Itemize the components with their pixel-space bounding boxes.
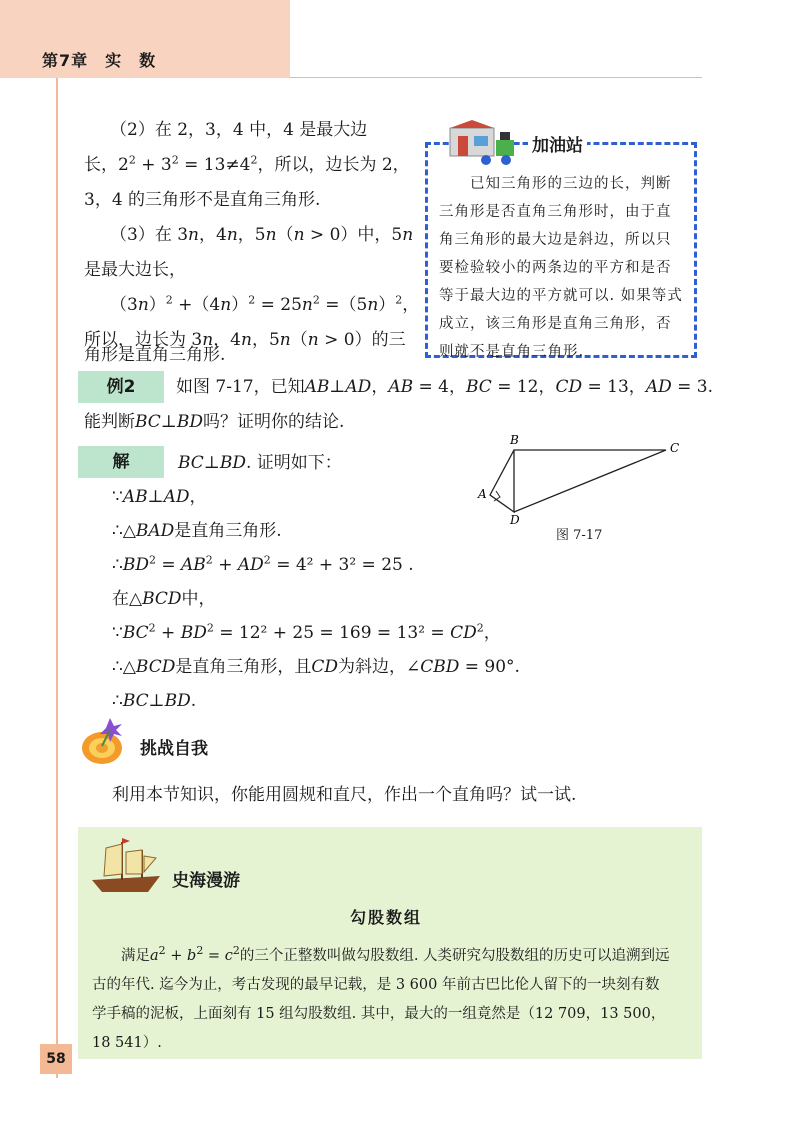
part3-line4: 所以，边长为 3n，4n，5n（n > 0）的三: [84, 330, 406, 350]
gas-station-icon: [444, 118, 524, 170]
solution-step3: $\therefore BD^2 = AB^2 + AD^2 = 4^2 + 3^2 = 25$ .: [112, 553, 414, 575]
sailing-ship-icon: [86, 836, 166, 898]
page-number: 58: [40, 1044, 72, 1074]
part2-line1: （2）在 2，3，4 中，4 是最大边: [110, 120, 368, 140]
header-rule: [290, 77, 702, 78]
target-icon: [76, 712, 136, 772]
point-label-a: A: [478, 487, 487, 501]
challenge-text: 利用本节知识，你能用圆规和直尺，作出一个直角吗？试一试.: [112, 785, 577, 805]
part3-line3: $(3n)^2 +(4n)^2 = 25n^2 =(5n)^2$，: [110, 293, 420, 315]
part2-line3: 3，4 的三角形不是直角三角形.: [84, 190, 321, 210]
point-label-b: B: [510, 433, 519, 447]
solution-step1: ∵AB⊥AD，: [112, 487, 207, 507]
tip-text: 已知三角形的三边的长，判断 三角形是否直角三角形时，由于直 角三角形的最大边是斜边，所以只 要检验较小的两条边的平方和是否 等于最大边的平方就可以. 如果等式 成立，该三角形是直角三角形，否 则就不是直角三角形.: [439, 176, 683, 360]
history-title: 史海漫游: [172, 871, 240, 891]
example-line2: 能判断BC⊥BD吗？证明你的结论.: [84, 412, 345, 432]
left-margin-rule: [56, 78, 58, 1078]
history-heading: 勾股数组: [350, 908, 423, 927]
example-line1: 如图 7-17，已知AB⊥AD，AB = 4，BC = 12，CD = 13，AD = 3.: [176, 377, 714, 397]
solution-step5: $\because BC^2 + BD^2 = 12^2 + 25 = 169 = 13^2 = CD^2$，: [112, 621, 501, 643]
part2-line2: 长，$2^2 + 3^2 = 13\ne 4^2$，所以，边长为 2，: [84, 153, 410, 175]
chapter-title: 第7章 实 数: [42, 51, 157, 70]
solution-step7: ∴BC⊥BD.: [112, 691, 197, 711]
example-label: 例2: [78, 371, 164, 403]
figure-caption: 图 7-17: [556, 528, 603, 543]
history-text: 满足$a^2 + b^2 = c^2$的三个正整数叫做勾股数组. 人类研究勾股数组的历史可以追溯到远 古的年代. 迄今为止，考古发现的最早记载，是 3 600 年前古巴比伦人留下的一块刻有数 学手稿的泥板，上面刻有 15 组勾股数组. 其中，最大的一组竟然是（12 709，13 500， 18 541）.: [92, 944, 670, 1051]
triangle-figure: [470, 430, 690, 530]
solution-step4: 在△BCD中，: [112, 589, 216, 609]
challenge-title: 挑战自我: [140, 739, 208, 759]
part3-line1: （3）在 3n，4n，5n（n > 0）中，5n: [110, 225, 414, 245]
solution-step6: ∴△BCD是直角三角形，且CD为斜边，∠CBD = 90°.: [112, 657, 520, 677]
point-label-d: D: [510, 513, 520, 527]
solution-intro: BC⊥BD. 证明如下：: [178, 453, 342, 473]
point-label-c: C: [670, 441, 680, 455]
part3-line2: 是最大边长，: [84, 260, 186, 280]
tip-title: 加油站: [528, 131, 587, 156]
part3-line5: 角形是直角三角形.: [84, 345, 226, 365]
solution-step2: ∴△BAD是直角三角形.: [112, 521, 282, 541]
solution-label: 解: [78, 446, 164, 478]
